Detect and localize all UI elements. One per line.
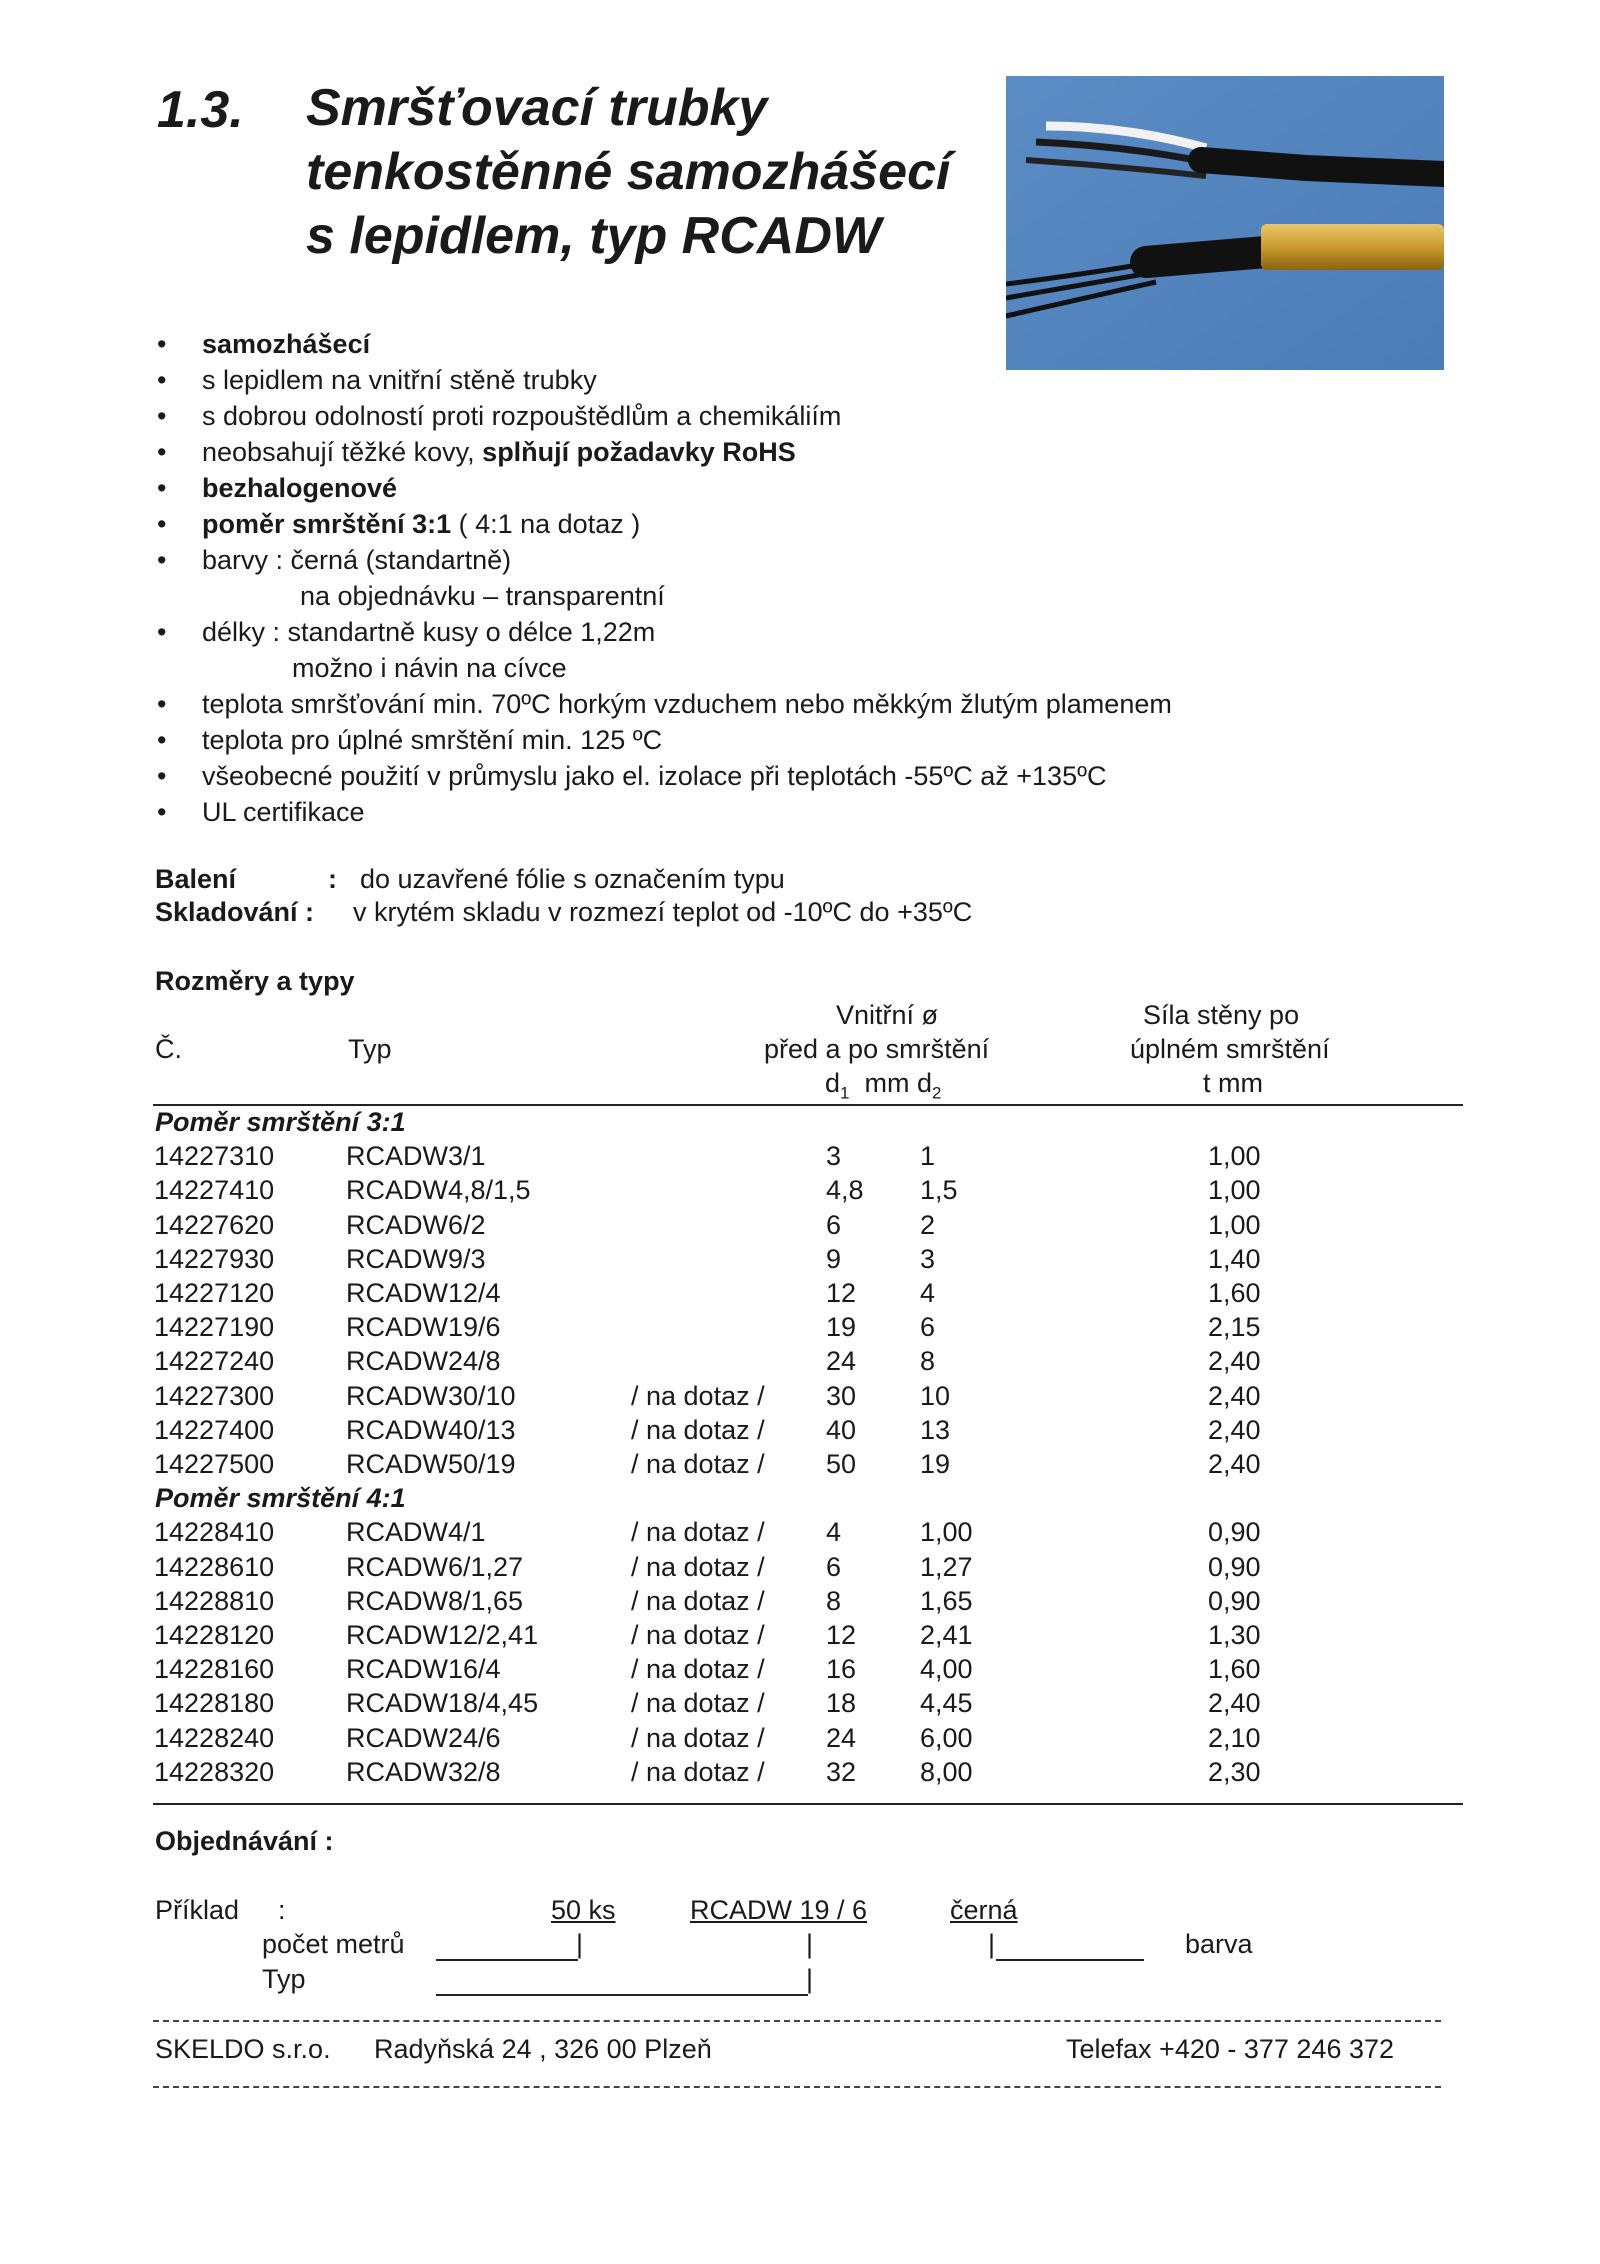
row-size: 8/1,65: [448, 1585, 524, 1616]
feature-continuation: možno i návin na cívce: [292, 653, 567, 683]
row-d2: 2,41: [920, 1620, 973, 1650]
row-type: RCADW: [346, 1585, 448, 1616]
table-row: [0, 1449, 1600, 1483]
table-bottom-rule: [153, 1803, 1463, 1805]
type-blank-line: [436, 1994, 808, 1996]
col-number-header: Č.: [155, 1034, 182, 1064]
table-row: [0, 1346, 1600, 1380]
row-size: 40/13: [448, 1414, 516, 1445]
row-d2: 1,27: [920, 1551, 973, 1582]
row-code: 14227620: [154, 1209, 275, 1240]
row-note: / na dotaz /: [631, 1722, 765, 1753]
row-size: 32/8: [448, 1756, 501, 1787]
table-row: [0, 1415, 1600, 1449]
row-note: / na dotaz /: [631, 1654, 765, 1685]
row-d2: 4,45: [920, 1688, 973, 1719]
row-wall: 0,90: [1208, 1517, 1261, 1548]
row-code: 14227410: [154, 1175, 275, 1206]
row-d2: 1,00: [920, 1517, 973, 1548]
row-size: 16/4: [448, 1654, 501, 1685]
row-wall: 1,60: [1208, 1654, 1261, 1685]
row-size: 4/1: [448, 1517, 486, 1548]
row-d1: 24: [826, 1722, 857, 1753]
row-d1: 9: [826, 1243, 842, 1274]
row-size: 24/8: [448, 1346, 501, 1377]
row-note: / na dotaz /: [631, 1756, 765, 1787]
row-wall: 1,60: [1208, 1278, 1261, 1308]
row-d1: 4: [826, 1517, 842, 1548]
row-wall: 1,30: [1208, 1620, 1261, 1650]
row-d1: 6: [826, 1209, 842, 1240]
row-note: / na dotaz /: [631, 1585, 765, 1616]
row-wall: 2,30: [1208, 1756, 1261, 1787]
footer-top-divider: [153, 2020, 1441, 2022]
example-type: RCADW 19 / 6: [690, 1895, 868, 1925]
row-wall: 2,10: [1208, 1722, 1261, 1753]
row-type: RCADW: [346, 1209, 448, 1240]
row-type: RCADW: [346, 1346, 448, 1377]
row-d1: 32: [826, 1756, 857, 1787]
row-code: 14227400: [154, 1414, 275, 1445]
row-d2: 6,00: [920, 1722, 973, 1753]
row-type: RCADW: [346, 1243, 448, 1274]
row-type: RCADW: [346, 1141, 448, 1172]
row-size: 3/1: [448, 1141, 486, 1172]
table-row: [0, 1210, 1600, 1244]
footer-phone: Telefax +420 - 377 246 372: [1066, 2034, 1395, 2064]
row-d2: 6: [920, 1312, 936, 1343]
meters-bar: |: [576, 1929, 584, 1959]
row-code: 14228120: [154, 1620, 275, 1650]
wall-header-1: Síla stěny po: [1143, 1000, 1300, 1030]
row-code: 14227240: [154, 1346, 275, 1377]
footer-bottom-divider: [153, 2086, 1441, 2088]
row-type: RCADW: [346, 1756, 448, 1787]
row-d1: 12: [826, 1278, 857, 1308]
table-row: [0, 1723, 1600, 1757]
table-row: [0, 1757, 1600, 1791]
color-label: barva: [1185, 1929, 1253, 1959]
row-d1: 40: [826, 1414, 857, 1445]
row-code: 14227120: [154, 1278, 275, 1308]
type-label: Typ: [262, 1964, 306, 1994]
row-d2: 8,00: [920, 1756, 973, 1787]
feature-list: [157, 326, 1457, 830]
row-type: RCADW: [346, 1380, 448, 1411]
example-label: Příklad: [155, 1895, 240, 1925]
table-row: [0, 1654, 1600, 1688]
row-wall: 2,40: [1208, 1449, 1261, 1479]
row-wall: 0,90: [1208, 1551, 1261, 1582]
row-code: 14228810: [154, 1585, 275, 1616]
row-note: / na dotaz /: [631, 1688, 765, 1719]
row-wall: 1,00: [1208, 1209, 1261, 1240]
row-type: RCADW: [346, 1654, 448, 1685]
meters-blank-line: [436, 1959, 578, 1961]
feature-item: • teplota pro úplné smrštění min. 125 ºC: [157, 725, 663, 755]
row-type: RCADW: [346, 1517, 448, 1548]
row-d2: 13: [920, 1414, 951, 1445]
feature-item: • bezhalogenové: [157, 473, 398, 503]
meters-label: počet metrů: [262, 1929, 405, 1959]
example-color: černá: [950, 1895, 1018, 1925]
row-d1: 16: [826, 1654, 857, 1685]
type-end-bar: |: [806, 1964, 814, 1994]
row-wall: 2,40: [1208, 1380, 1261, 1411]
row-code: 14228160: [154, 1654, 275, 1685]
row-size: 12/4: [448, 1278, 501, 1308]
row-code: 14228610: [154, 1551, 275, 1582]
row-type: RCADW: [346, 1620, 448, 1650]
row-d1: 19: [826, 1312, 857, 1343]
row-type: RCADW: [346, 1722, 448, 1753]
feature-item: • všeobecné použití v průmyslu jako el. izolace při teplotách -55ºC až +135ºC: [157, 761, 1107, 791]
row-wall: 1,00: [1208, 1175, 1261, 1206]
color-blank-line: [996, 1959, 1144, 1961]
row-wall: 0,90: [1208, 1585, 1261, 1616]
row-code: 14227190: [154, 1312, 275, 1343]
row-size: 6/1,27: [448, 1551, 524, 1582]
row-d1: 30: [826, 1380, 857, 1411]
wall-header-2: úplném smrštění: [1130, 1034, 1330, 1064]
inner-diameter-header-2: před a po smrštění: [764, 1034, 990, 1064]
row-note: / na dotaz /: [631, 1620, 765, 1650]
row-size: 12/2,41: [448, 1620, 539, 1650]
feature-continuation: na objednávku – transparentní: [300, 581, 665, 611]
table-section-title: Rozměry a typy: [155, 966, 355, 996]
row-type: RCADW: [346, 1449, 448, 1479]
row-wall: 2,40: [1208, 1414, 1261, 1445]
row-code: 14228180: [154, 1688, 275, 1719]
table-row: [0, 1141, 1600, 1175]
table-row: [0, 1517, 1600, 1551]
row-wall: 2,40: [1208, 1346, 1261, 1377]
table-row: [0, 1688, 1600, 1722]
table-row: [0, 1620, 1600, 1654]
row-note: / na dotaz /: [631, 1414, 765, 1445]
color-bar: |: [988, 1929, 996, 1959]
row-wall: 1,00: [1208, 1141, 1261, 1172]
row-note: / na dotaz /: [631, 1551, 765, 1582]
row-size: 9/3: [448, 1243, 486, 1274]
footer-company: SKELDO s.r.o.: [155, 2034, 331, 2064]
row-code: 14227300: [154, 1380, 275, 1411]
row-type: RCADW: [346, 1688, 448, 1719]
type-bar: |: [806, 1929, 814, 1959]
table-row: [0, 1381, 1600, 1415]
row-d2: 1: [920, 1141, 936, 1172]
col-type-header: Typ: [348, 1034, 392, 1064]
table-row: [0, 1278, 1600, 1312]
section-number: 1.3.: [157, 81, 244, 139]
inner-diameter-header-1: Vnitřní ø: [836, 1000, 939, 1030]
row-type: RCADW: [346, 1175, 448, 1206]
group-title: Poměr smrštění 3:1: [155, 1107, 406, 1137]
ordering-title: Objednávání :: [155, 1826, 334, 1856]
row-size: 30/10: [448, 1380, 516, 1411]
row-d2: 4: [920, 1278, 936, 1308]
feature-item: • s dobrou odolností proti rozpouštědlům a chemikáliím: [157, 401, 842, 431]
row-note: / na dotaz /: [631, 1449, 765, 1479]
row-d1: 6: [826, 1551, 842, 1582]
row-wall: 2,15: [1208, 1312, 1261, 1343]
row-size: 6/2: [448, 1209, 486, 1240]
row-d2: 10: [920, 1380, 951, 1411]
row-d2: 1,65: [920, 1585, 973, 1616]
row-size: 19/6: [448, 1312, 501, 1343]
row-d1: 8: [826, 1585, 842, 1616]
group-title: Poměr smrštění 4:1: [155, 1483, 406, 1514]
row-d1: 12: [826, 1620, 857, 1650]
feature-item: • barvy : černá (standartně): [157, 545, 512, 575]
feature-item: • délky : standartně kusy o délce 1,22m: [157, 617, 656, 647]
row-code: 14228410: [154, 1517, 275, 1548]
row-size: 24/6: [448, 1722, 501, 1753]
table-row: [0, 1552, 1600, 1586]
example-quantity: 50 ks: [551, 1895, 616, 1925]
row-code: 14228240: [154, 1722, 275, 1753]
row-d2: 19: [920, 1449, 951, 1479]
footer-address: Radyňská 24 , 326 00 Plzeň: [374, 2034, 712, 2064]
row-d2: 2: [920, 1209, 936, 1240]
row-size: 18/4,45: [448, 1688, 539, 1719]
feature-item: • samozhášecí: [157, 329, 371, 359]
row-code: 14227930: [154, 1243, 275, 1274]
row-size: 4,8/1,5: [448, 1175, 531, 1206]
table-row: [0, 1312, 1600, 1346]
example-colon: :: [278, 1895, 286, 1925]
row-type: RCADW: [346, 1414, 448, 1445]
feature-item: • s lepidlem na vnitřní stěně trubky: [157, 365, 597, 395]
row-d2: 4,00: [920, 1654, 973, 1685]
row-type: RCADW: [346, 1551, 448, 1582]
page-title-line-3: s lepidlem, typ RCADW: [306, 207, 881, 265]
table-top-rule: [153, 1104, 1463, 1106]
table-row: [0, 1586, 1600, 1620]
row-d1: 18: [826, 1688, 857, 1719]
row-d2: 1,5: [920, 1175, 958, 1206]
row-type: RCADW: [346, 1312, 448, 1343]
row-size: 50/19: [448, 1449, 516, 1479]
wall-header-3: t mm: [1203, 1068, 1263, 1098]
table-row: [0, 1244, 1600, 1278]
row-wall: 2,40: [1208, 1688, 1261, 1719]
page-title-line-2: tenkostěnné samozhášecí: [306, 143, 951, 201]
row-d1: 3: [826, 1141, 842, 1172]
row-wall: 1,40: [1208, 1243, 1261, 1274]
row-code: 14228320: [154, 1756, 275, 1787]
feature-item: • neobsahují těžké kovy, splňují požadavky RoHS: [157, 437, 796, 467]
row-d2: 3: [920, 1243, 936, 1274]
feature-item: • teplota smršťování min. 70ºC horkým vzduchem nebo měkkým žlutým plamenem: [157, 689, 1172, 719]
row-d1: 4,8: [826, 1175, 864, 1206]
row-note: / na dotaz /: [631, 1380, 765, 1411]
row-code: 14227310: [154, 1141, 275, 1172]
row-d1: 50: [826, 1449, 857, 1479]
feature-item: • UL certifikace: [157, 797, 365, 827]
page-title-line-1: Smršťovací trubky: [306, 79, 768, 137]
row-d2: 8: [920, 1346, 936, 1377]
row-type: RCADW: [346, 1278, 448, 1308]
table-row: [0, 1175, 1600, 1209]
feature-item: • poměr smrštění 3:1 ( 4:1 na dotaz ): [157, 509, 641, 539]
row-d1: 24: [826, 1346, 857, 1377]
row-code: 14227500: [154, 1449, 275, 1479]
row-note: / na dotaz /: [631, 1517, 765, 1548]
inner-diameter-header-3: $d_1$ mm $d_2$: [825, 1068, 942, 1103]
